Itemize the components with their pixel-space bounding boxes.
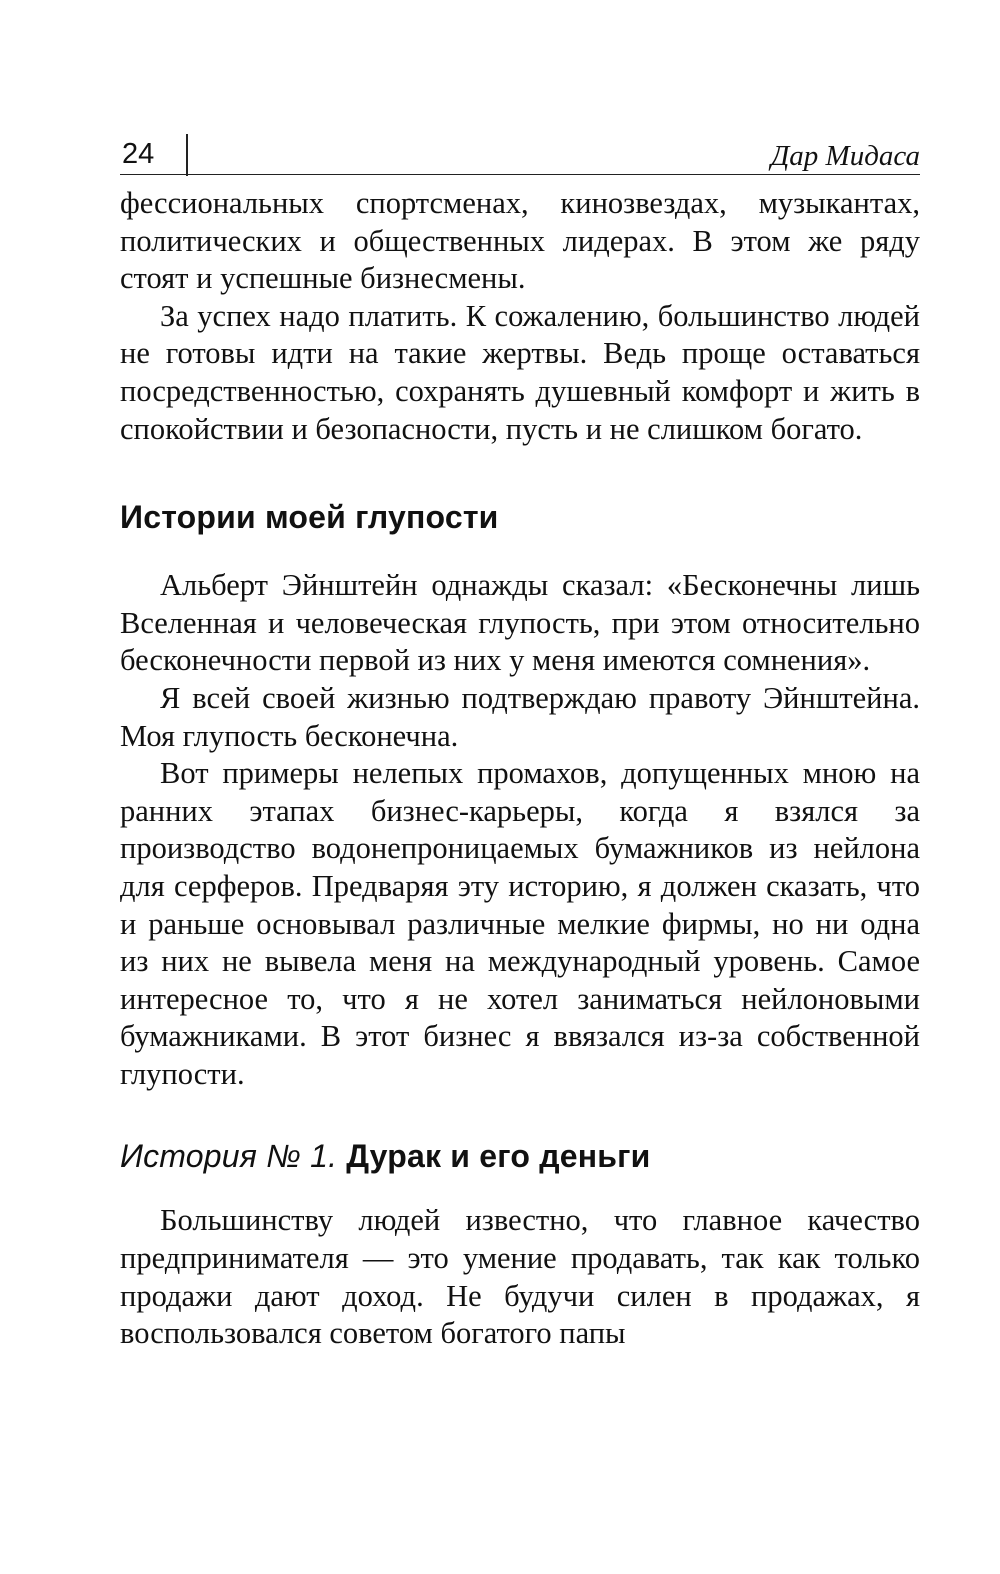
section1-paragraph-2: Я всей своей жизнью подтверждаю правоту Эйнштейна. Моя глупость бесконечна. [120, 680, 920, 753]
story-number-label: История № 1. [120, 1138, 338, 1175]
running-header [120, 128, 920, 175]
intro-paragraph-2: За успех надо платить. К сожалению, большинство людей не готовы идти на такие жертвы. Ведь проще оставаться посредственностью, сохранять душевный комфорт и жить в спокойствии и безопасности, пусть и не слишком богато. [120, 298, 920, 446]
book-title: Дар Мидаса [770, 140, 920, 172]
book-page [120, 128, 920, 1353]
story-title: Дурак и его деньги [346, 1138, 651, 1175]
section-heading-stories: Истории моей глупости [120, 499, 499, 536]
section-heading-story-1 [120, 1136, 920, 1176]
section1-paragraph-3: Вот примеры нелепых промахов, допущенных мною на ранних этапах бизнес-карьеры, когда я взялся за производство водонепроницаемых бумажников из нейлона для серферов. Предваряя эту историю, я должен сказать, что и раньше основывал различные мелкие фирмы, но ни одна из них не вывела меня на международный уровень. Самое интересное то, что я не хотел заниматься нейлоновыми бумажниками. В этот бизнес я ввязался из-за собственной глупости. [120, 756, 920, 1091]
page-body [120, 185, 920, 1353]
section1-paragraph-1: Альберт Эйнштейн однажды сказал: «Бесконечны лишь Вселенная и человеческая глупость, при этом относительно бесконечности первой из них у меня имеются сомнения». [120, 568, 920, 678]
page-number: 24 [122, 138, 155, 170]
section2-paragraph-1: Большинству людей известно, что главное качество предпринимателя — это умение продавать, так как только продажи дают доход. Не будучи силен в продажах, я воспользовался советом богатого папы [120, 1203, 920, 1351]
intro-paragraph-1: фессиональных спортсменах, кинозвездах, музыкантах, политических и общественных лидерах. В этом же ряду стоят и успешные бизнесмены. [120, 186, 920, 296]
header-divider [186, 134, 188, 176]
